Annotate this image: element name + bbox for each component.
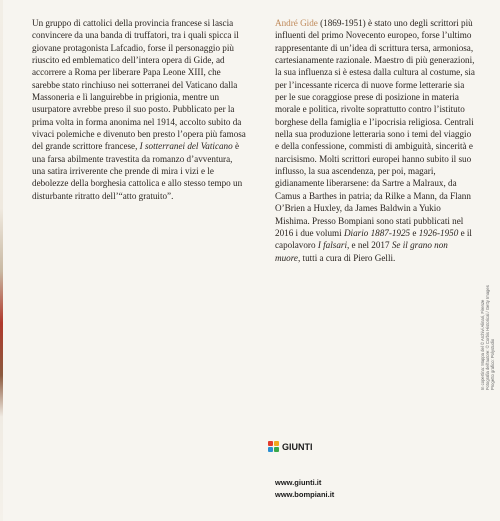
- giunti-logo-icon: [268, 441, 280, 453]
- synopsis-paragraph: [32, 17, 247, 202]
- cover-credits: [480, 285, 495, 390]
- synopsis-text-part-1: Un gruppo di cattolici della provincia francese si lascia convincere da una banda di truffatori, tra i quali spicca il giovane protagonista Lafcadio, forse il personaggio più riuscito ed emblematico dell’intera opera di Gide, ad accorrere a Roma per liberare Papa Leone XIII, che sarebbe stato rinchiuso nei sotterranei del Vaticano dalla Massoneria e lì languirebbe in prigionia, mentre un usurpatore avrebbe preso il suo posto. Pubblicato per la prima volta in forma anonima nel 1914, accolto subito da vivaci polemiche e divenuto ben presto l’opera più famosa del grande scrittore francese,: [32, 18, 246, 152]
- synopsis-column: [32, 17, 247, 202]
- bio-volume-2: 1926-1950: [418, 227, 459, 238]
- author-name: André Gide: [275, 18, 318, 28]
- bio-volume-4: Se il grano non muore: [275, 240, 448, 263]
- cover-edge-strip: [0, 0, 3, 521]
- bio-volume-3: I falsari: [317, 240, 347, 251]
- publisher-urls: [275, 477, 334, 500]
- credit-line-cover: In copertina: Mappa del © Archivi Alinari, Firenze: [480, 299, 485, 390]
- synopsis-text-part-2: è una farsa abilmente travestita da romanzo d’avventura, una satira irriverente che prende di mira i vizi e le debolezze della borghesia cattolica e allo stesso tempo un disturbante ritratto dell’“atto gratuito”.: [32, 141, 243, 201]
- credit-line-photo: Fotografia dell’autore: © Corbis Historical / Getty Images: [485, 285, 490, 390]
- publisher-url-giunti: www.giunti.it: [275, 478, 322, 487]
- bio-text-part-3: e il capolavoro: [275, 227, 472, 251]
- bio-text-part-1: (1869-1951) è stato uno degli scrittori più influenti del primo Novecento europeo, forse l’ultimo rappresentante di un’idea di scrittura tersa, armoniosa, cartesianamente razionale. Maestro di più generazioni, la sua influenza si è estesa dalla cultura al costume, sia per l’incessante ricerca di nuove forme letterarie sia per le sue coraggiose prese di posizione in materia morale e politica, rivolte soprattutto contro l’istituto borghese della famiglia e l’ipocrisia religiosa. Centrali nella sua produzione letteraria sono i temi del viaggio e della confessione, commisti di ambiguità, sincerità e narcisismo. Molti scrittori europei hanno subito il suo influsso, la sua ascendenza, per poi, magari, gidianamente liberarsene: da Sartre a Malraux, da Camus a Barthes in patria; da Rilke a Mann, da Flann O’Brien a Huxley, da James Baldwin a Yukio Mishima. Presso Bompiani sono stati pubblicati nel 2016 i due volumi: [275, 18, 475, 238]
- bio-text-part-5: , tutti a cura di Piero Gelli.: [297, 252, 396, 263]
- publisher-logo-text: GIUNTI: [282, 442, 313, 452]
- author-bio-paragraph: [275, 17, 475, 264]
- bio-text-part-2: e: [410, 227, 419, 238]
- bio-volume-1: Diario 1887-1925: [343, 227, 411, 238]
- bio-text-part-4: , e nel 2017: [346, 240, 392, 251]
- publisher-logo: [268, 441, 313, 453]
- author-bio-column: [275, 17, 475, 264]
- publisher-url-bompiani: www.bompiani.it: [275, 489, 335, 499]
- book-title: I sotterranei del Vaticano: [139, 141, 233, 152]
- credit-line-design: Progetto grafico: Polystudio: [490, 338, 495, 390]
